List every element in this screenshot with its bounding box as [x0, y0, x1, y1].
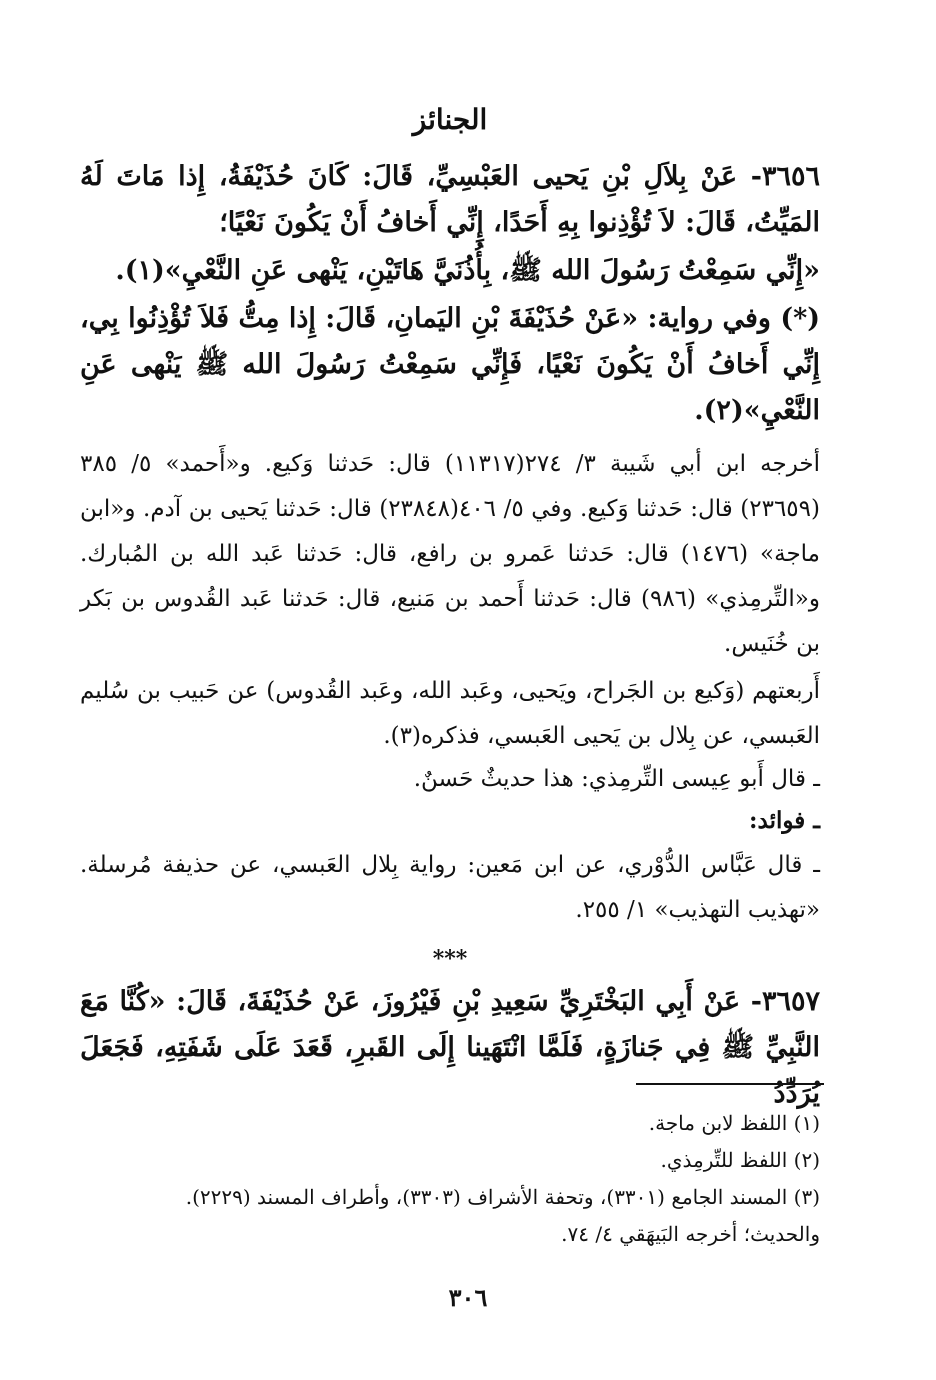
fawaid-heading: ـ فوائد: — [749, 807, 820, 834]
fawaid-text: ـ قال عَبَّاس الدُّوْري، عن ابن مَعين: رواية بِلال العَبسي، عن حذيفة مُرسلة. «تهذيب التهذيب» ١/ ٢٥٥. — [80, 852, 820, 923]
hadith-3657-text: ٣٦٥٧- عَنْ أَبِي البَخْتَرِيِّ سَعِيدِ بْنِ فَيْرُوزَ، عَنْ حُذَيْفَةَ، قَالَ: «كُنَّا مَعَ النَّبِيِّ ﷺ فِي جَنازَةٍ، فَلَمَّا انْتَهَينا إِلَى القَبرِ، قَعَدَ عَلَى شَفَتِهِ، فَجَعَلَ يُرَدِّدُ — [80, 986, 820, 1109]
takhrij-block — [80, 442, 820, 933]
page-body — [80, 100, 820, 1117]
footnotes — [80, 1105, 820, 1253]
footnote-3-continuation: والحديث؛ أخرجه البَيهَقي ٤/ ٧٤. — [561, 1222, 820, 1246]
page-number: ٣٠٦ — [448, 1283, 488, 1312]
footnote-1: (١) اللفظ لابن ماجة. — [648, 1111, 820, 1135]
tirmidhi-grade: ـ قال أَبو عِيسى التِّرمِذي: هذا حديثٌ حَسنٌ. — [413, 766, 820, 792]
takhrij-sources: أخرجه ابن أبي شَيبة ٣/ ٢٧٤(١١٣١٧) قال: حَدثنا وَكيع. و«أَحمد» ٥/ ٣٨٥ (٢٣٦٥٩) قال: حَدثنا وَكيع. وفي ٥/ ٤٠٦(٢٣٨٤٨) قال: حَدثنا يَحيى بن آدم. و«ابن ماجة» (١٤٧٦) قال: حَدثنا عَمرو بن رافع، قال: حَدثنا عَبد الله بن المُبارك. و«التِّرمِذي» (٩٨٦) قال: حَدثنا أَحمد بن مَنيع، قال: حَدثنا عَبد القُدوس بن بَكر بن خُنَيس. — [80, 451, 821, 657]
section-separator: *** — [432, 946, 468, 972]
takhrij-chain: أَربعتهم (وَكيع بن الجَراح، ويَحيى، وعَبد الله، وعَبد القُدوس) عن حَبيب بن سُليم العَبسي، عن بِلال بن يَحيى العَبسي، فذكره(٣). — [80, 678, 820, 749]
footnote-divider — [636, 1083, 824, 1085]
footnote-3: (٣) المسند الجامع (٣٣٠١)، وتحفة الأشراف (٣٣٠٣)، وأطراف المسند (٢٢٢٩). — [185, 1185, 820, 1209]
hadith-3656-quote: «إِنِّي سَمِعْتُ رَسُولَ الله ﷺ، بِأُذُنَيَّ هَاتَيْنِ، يَنْهى عَنِ النَّعْيِ»(١). — [115, 255, 820, 286]
hadith-3656-variant: (*) وفي رواية: «عَنْ حُذَيْفَةَ بْنِ اليَمانِ، قَالَ: إِذا مِتُّ فَلاَ تُؤْذِنُوا بِي، إِنِّي أَخافُ أَنْ يَكُونَ نَعْيًا، فَإِنِّي سَمِعْتُ رَسُولَ الله ﷺ يَنْهى عَنِ النَّعْيِ»(٢). — [80, 303, 820, 426]
footnote-2: (٢) اللفظ للتِّرمِذي. — [660, 1148, 820, 1172]
page-header: الجنائز — [412, 103, 488, 136]
hadith-3656-text: ٣٦٥٦- عَنْ بِلاَلِ بْنِ يَحيى العَبْسِيِّ، قَالَ: كَانَ حُذَيْفَةُ، إِذا مَاتَ لَهُ المَيِّتُ، قَالَ: لاَ تُؤْذِنوا بِهِ أَحَدًا، إِنِّي أَخافُ أَنْ يَكُونَ نَعْيًا؛ — [80, 161, 820, 238]
